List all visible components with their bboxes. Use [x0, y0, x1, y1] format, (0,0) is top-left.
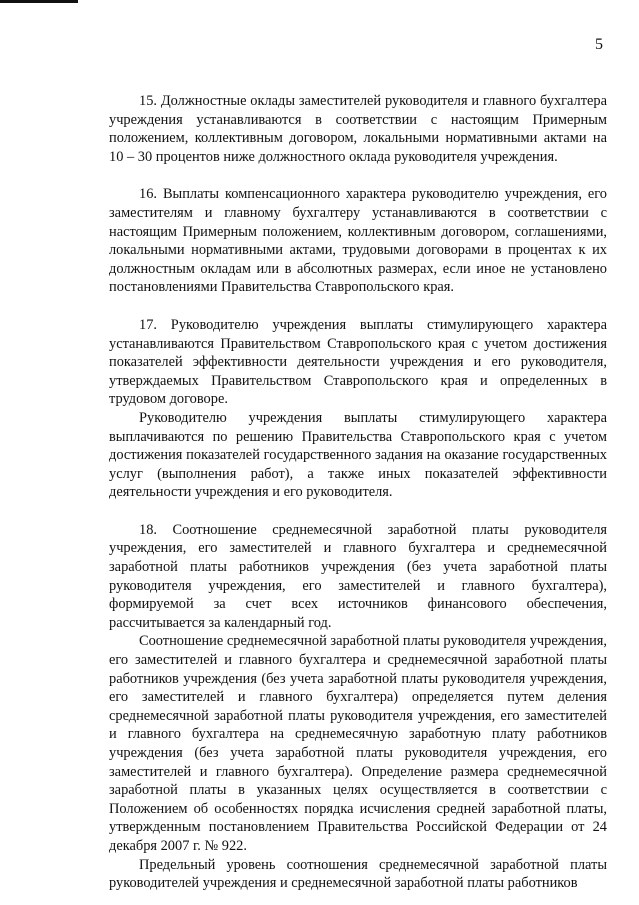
paragraph: Соотношение среднемесячной заработной платы руководителя учреждения, его заместителей и главного бухгалтера и среднемесячной заработной платы работников учреждения (без учета заработной платы руководителя учреждения, его заместителей и главного бухгалтера) определяется путем деления среднемесячной заработной платы руководителя учреждения, его заместителей и главного бухгалтера на среднемесячную заработную плату работников учреждения (без учета заработной платы руководителя учреждения, его заместителей и главного бухгалтера). Определение размера среднемесячной заработной платы в указанных целях осуществляется в соответствии с Положением об особенностях порядка исчисления средней заработной платы, утвержденным постановлением Правительства Российской Федерации от 24 декабря 2007 г. № 922.	[109, 633, 607, 854]
paragraph: 16. Выплаты компенсационного характера руководителю учреждения, его заместителям и главному бухгалтеру устанавливаются в соответствии с настоящим Примерным положением, коллективным договором, соглашениями, локальными нормативными актами, трудовыми договорами в процентах к их должностным окладам или в абсолютных размерах, если иное не установлено постановлениями Правительства Ставропольского края.	[109, 186, 607, 296]
clause-17	[109, 316, 607, 502]
document-body	[109, 92, 607, 893]
page-number: 5	[595, 36, 603, 53]
scan-edge-mark	[0, 0, 78, 3]
clause-15	[109, 92, 607, 166]
paragraph: Предельный уровень соотношения среднемесячной заработной платы руководителей учреждения и среднемесячной заработной платы работников	[109, 856, 607, 892]
paragraph: 15. Должностные оклады заместителей руководителя и главного бухгалтера учреждения устанавливаются в соответствии с настоящим Примерным положением, коллективным договором, локальными нормативными актами на 10 – 30 процентов ниже должностного оклада руководителя учреждения.	[109, 93, 607, 165]
paragraph: 18. Соотношение среднемесячной заработной платы руководителя учреждения, его заместителей и главного бухгалтера и среднемесячной заработной платы работников учреждения (без учета заработной платы руководителя учреждения, его заместителей и главного бухгалтера), формируемой за счет всех источников финансового обеспечения, рассчитывается за календарный год.	[109, 521, 607, 631]
paragraph: 17. Руководителю учреждения выплаты стимулирующего характера устанавливаются Правительством Ставропольского края с учетом достижения показателей эффективности деятельности учреждения и его руководителя, утверждаемых Правительством Ставропольского края и определенных в трудовом договоре.	[109, 316, 607, 408]
clause-16	[109, 185, 607, 297]
paragraph: Руководителю учреждения выплаты стимулирующего характера выплачиваются по решению Правительства Ставропольского края с учетом достижения показателей государственного задания на оказание государственных услуг (выполнения работ), а также иных показателей эффективности деятельности учреждения и его руководителя.	[109, 409, 607, 501]
clause-18	[109, 521, 607, 893]
